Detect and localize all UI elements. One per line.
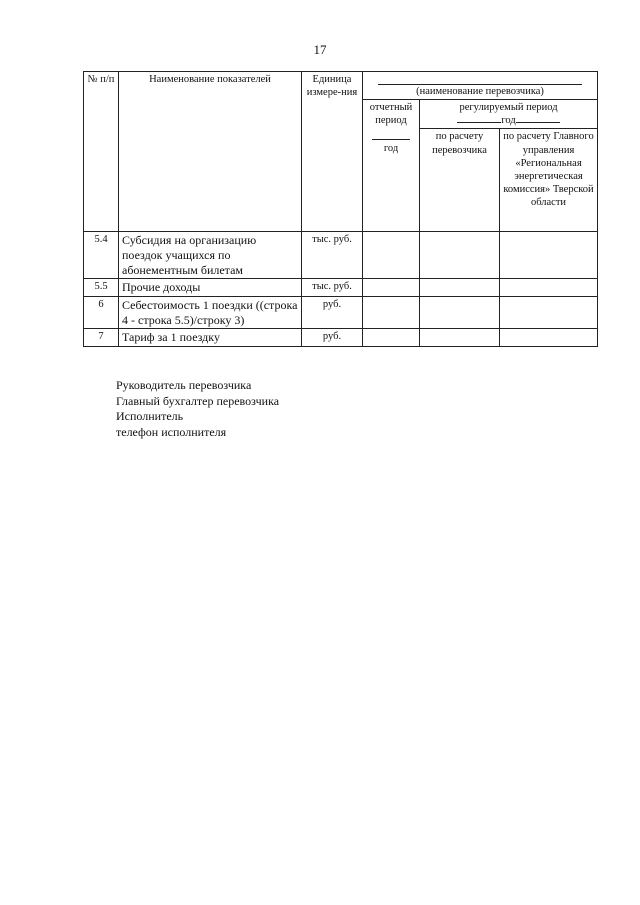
table-row: [84, 232, 598, 279]
carrier-name-blank-line: [378, 76, 582, 85]
row-cell-commission: [500, 232, 598, 279]
row-unit: руб.: [302, 296, 363, 328]
table-row: [84, 296, 598, 328]
row-number: 6: [84, 296, 119, 328]
row-cell-commission: [500, 329, 598, 347]
header-number: № п/п: [84, 72, 119, 232]
row-cell-reporting: [363, 279, 420, 297]
reporting-year-blank-line: [372, 133, 410, 140]
header-unit: Единица измере-ния: [302, 72, 363, 232]
report-table: [83, 71, 598, 347]
carrier-name-caption: (наименование перевозчика): [416, 86, 544, 97]
row-cell-carrier: [420, 279, 500, 297]
signature-accountant: Главный бухгалтер перевозчика: [116, 393, 280, 408]
signature-phone: телефон исполнителя: [116, 424, 227, 439]
header-reporting-period: [363, 100, 420, 232]
row-cell-carrier: [420, 329, 500, 347]
header-by-carrier: по расчету перевозчика: [420, 129, 500, 232]
row-name: Себестоимость 1 поездки ((строка 4 - строка 5.5)/строку 3): [119, 296, 302, 328]
reporting-period-label: отчетный период: [369, 102, 413, 127]
regulated-year-label: [423, 114, 594, 127]
row-cell-commission: [500, 279, 598, 297]
row-cell-carrier: [420, 232, 500, 279]
page-number: 17: [313, 42, 327, 57]
row-cell-reporting: [363, 296, 420, 328]
regulated-period-label: регулируемый период: [459, 102, 558, 114]
row-cell-reporting: [363, 232, 420, 279]
table-row: [84, 279, 598, 297]
row-cell-commission: [500, 296, 598, 328]
row-number: 7: [84, 329, 119, 347]
table-row: [84, 329, 598, 347]
signature-executor: Исполнитель: [116, 409, 184, 423]
row-unit: тыс. руб.: [302, 232, 363, 279]
row-name: Прочие доходы: [119, 279, 302, 297]
header-carrier-name: [363, 72, 598, 100]
row-cell-reporting: [363, 329, 420, 347]
reporting-year-label: год: [383, 143, 399, 155]
header-regulated-period: [420, 100, 598, 129]
row-unit: тыс. руб.: [302, 279, 363, 297]
row-name: Тариф за 1 поездку: [119, 329, 302, 347]
row-unit: руб.: [302, 329, 363, 347]
row-number: 5.4: [84, 232, 119, 279]
table-header-row: [84, 72, 598, 100]
regulated-year-text: год: [501, 115, 516, 127]
signature-block: [116, 378, 279, 440]
header-indicator-name: Наименование показателей: [119, 72, 302, 232]
header-by-commission: по расчету Главного управления «Региональная энергетическая комиссия» Тверской области: [500, 129, 598, 232]
row-name: Субсидия на организацию поездок учащихся по абонементным билетам: [119, 232, 302, 279]
row-cell-carrier: [420, 296, 500, 328]
signature-head: Руководитель перевозчика: [116, 378, 252, 392]
row-number: 5.5: [84, 279, 119, 297]
